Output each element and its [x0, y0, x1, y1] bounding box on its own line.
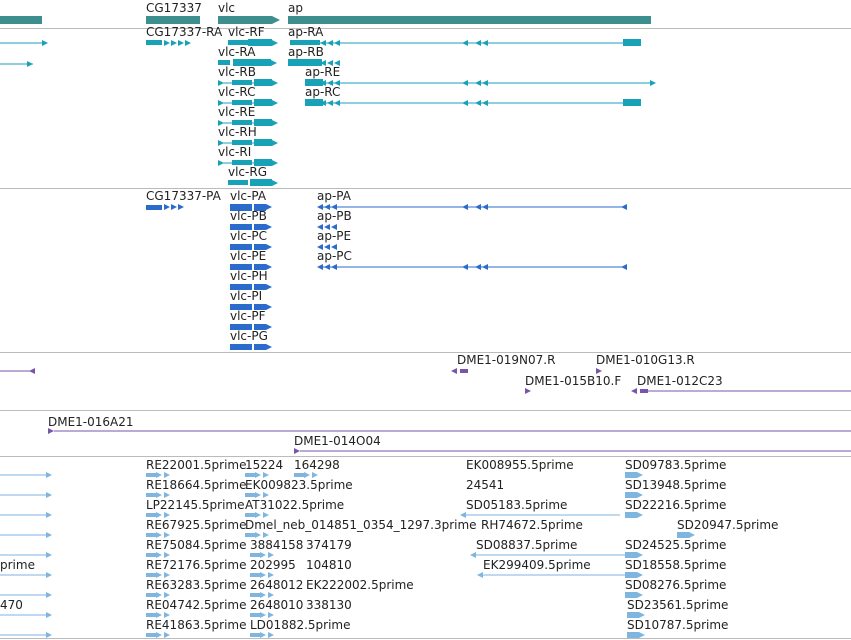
cds-vlc-pe-label[interactable]: vlc-PE: [230, 249, 267, 263]
est-sd13948-label[interactable]: SD13948.5prime: [625, 478, 727, 492]
est-block[interactable]: [245, 493, 255, 497]
clone-bar[interactable]: [460, 369, 468, 373]
est-arrow[interactable]: [637, 512, 643, 518]
track-separator: [0, 456, 851, 457]
est-sd23561-label[interactable]: SD23561.5prime: [627, 598, 729, 612]
tx-vlc-ra-label[interactable]: vlc-RA: [218, 45, 256, 59]
est-re72176-label[interactable]: RE72176.5prime: [146, 558, 247, 572]
gene-ap-label[interactable]: ap: [288, 1, 303, 15]
transcript-arrow[interactable]: [462, 80, 468, 86]
est-sd20947-label[interactable]: SD20947.5prime: [677, 518, 779, 532]
cds-arrow[interactable]: [475, 264, 481, 270]
est-re41863-label[interactable]: RE41863.5prime: [146, 618, 247, 632]
est-block[interactable]: [146, 573, 156, 577]
est-arrow[interactable]: [477, 572, 483, 578]
transcript-arrow[interactable]: [178, 40, 184, 46]
cds-arrow[interactable]: [266, 304, 272, 310]
exon[interactable]: [254, 139, 272, 146]
track-separator: [0, 352, 851, 353]
cds-arrow[interactable]: [621, 204, 627, 210]
clone-010g13-label[interactable]: DME1-010G13.R: [596, 353, 695, 367]
tx-ap-re-label[interactable]: ap-RE: [305, 65, 341, 79]
est-sd08837-label[interactable]: SD08837.5prime: [476, 538, 578, 552]
est-arrow[interactable]: [46, 592, 52, 598]
est-ek222002-label[interactable]: EK222002.5prime: [306, 578, 414, 592]
track-separator: [0, 28, 851, 29]
cds-vlc-pi-label[interactable]: vlc-PI: [230, 289, 263, 303]
est-block[interactable]: [625, 512, 637, 518]
est-re04742-label[interactable]: RE04742.5prime: [146, 598, 247, 612]
tx-ap-ra-label[interactable]: ap-RA: [288, 25, 324, 39]
cds-ap-pa-label[interactable]: ap-PA: [317, 189, 351, 203]
gene-bar[interactable]: [0, 16, 42, 24]
transcript-arrow[interactable]: [482, 80, 488, 86]
est-2648012-label[interactable]: 2648012: [250, 578, 304, 592]
est-at31022-label[interactable]: AT31022.5prime: [245, 498, 345, 512]
est-202995-label[interactable]: 202995: [250, 558, 296, 572]
est-ek009823-label[interactable]: EK009823.5prime: [245, 478, 353, 492]
est-sd24525-label[interactable]: SD24525.5prime: [625, 538, 727, 552]
est-sd10787-label[interactable]: SD10787.5prime: [627, 618, 729, 632]
tx-vlc-rc-label[interactable]: vlc-RC: [218, 85, 256, 99]
transcript-arrow[interactable]: [475, 80, 481, 86]
tx-vlc-re-label[interactable]: vlc-RE: [218, 105, 256, 119]
est-ek008955-label[interactable]: EK008955.5prime: [466, 458, 574, 472]
cds-ap-pe-label[interactable]: ap-PE: [317, 229, 352, 243]
transcript-arrow[interactable]: [271, 60, 277, 66]
cds-arrow[interactable]: [462, 204, 468, 210]
est-block[interactable]: [146, 493, 156, 497]
clone-arrow[interactable]: [631, 388, 637, 394]
transcript-arrow[interactable]: [27, 61, 33, 67]
est-arrow[interactable]: [46, 512, 52, 518]
cds-arrow[interactable]: [266, 244, 272, 250]
est-lp22145-label[interactable]: LP22145.5prime: [146, 498, 245, 512]
clone-arrow[interactable]: [294, 448, 300, 454]
est-block[interactable]: [245, 513, 255, 517]
est-prime-cut-label[interactable]: prime: [0, 558, 35, 572]
gene-bar[interactable]: [288, 16, 651, 24]
cds-ap-pc-label[interactable]: ap-PC: [317, 249, 352, 263]
cds-vlc-pf-label[interactable]: vlc-PF: [230, 309, 266, 323]
transcript-arrow[interactable]: [272, 140, 278, 146]
est-block[interactable]: [146, 513, 156, 517]
est-arrow[interactable]: [46, 492, 52, 498]
exon[interactable]: [254, 99, 272, 106]
est-sd18558-label[interactable]: SD18558.5prime: [625, 558, 727, 572]
est-15224-label[interactable]: 15224: [245, 458, 284, 472]
exon[interactable]: [254, 79, 272, 86]
est-3884158-label[interactable]: 3884158: [250, 538, 304, 552]
est-sd22216-label[interactable]: SD22216.5prime: [625, 498, 727, 512]
est-block[interactable]: [146, 533, 156, 537]
exon[interactable]: [623, 99, 641, 106]
gene-cg17337-label[interactable]: CG17337: [146, 1, 202, 15]
transcript-arrow[interactable]: [482, 100, 488, 106]
tx-cg17337-ra-label[interactable]: CG17337-RA: [146, 25, 223, 39]
cds-arrow[interactable]: [266, 344, 272, 350]
cds-arrow[interactable]: [164, 204, 170, 210]
cds-vlc-pg-label[interactable]: vlc-PG: [230, 329, 268, 343]
exon[interactable]: [250, 179, 272, 186]
est-arrow[interactable]: [46, 552, 52, 558]
est-block[interactable]: [146, 553, 156, 557]
exon[interactable]: [623, 39, 641, 46]
cds-arrow[interactable]: [621, 264, 627, 270]
transcript-arrow[interactable]: [272, 100, 278, 106]
clone-015b10-label[interactable]: DME1-015B10.F: [525, 374, 622, 388]
cds-block[interactable]: [230, 344, 252, 350]
est-arrow[interactable]: [46, 572, 52, 578]
est-block[interactable]: [250, 593, 260, 597]
cds-arrow[interactable]: [178, 204, 184, 210]
track-separator: [0, 638, 851, 639]
est-block[interactable]: [245, 533, 255, 537]
transcript-arrow[interactable]: [272, 80, 278, 86]
transcript-arrow[interactable]: [272, 120, 278, 126]
est-block[interactable]: [146, 473, 156, 477]
clone-016a21-label[interactable]: DME1-016A21: [48, 415, 134, 429]
est-re75084-label[interactable]: RE75084.5prime: [146, 538, 247, 552]
clone-012c23-label[interactable]: DME1-012C23: [637, 374, 723, 388]
tx-ap-rc-label[interactable]: ap-RC: [305, 85, 341, 99]
est-374179-label[interactable]: 374179: [306, 538, 352, 552]
cds-arrow[interactable]: [171, 204, 177, 210]
est-dmel-neb-label[interactable]: Dmel_neb_014851_0354_1297.3prime: [245, 518, 477, 532]
cds-vlc-pc-label[interactable]: vlc-PC: [230, 229, 267, 243]
est-block[interactable]: [146, 593, 156, 597]
transcript-arrow[interactable]: [272, 160, 278, 166]
cds-cg17337-pa-label[interactable]: CG17337-PA: [146, 189, 221, 203]
est-arrow[interactable]: [46, 532, 52, 538]
est-re63283-label[interactable]: RE63283.5prime: [146, 578, 247, 592]
est-164298-label[interactable]: 164298: [294, 458, 340, 472]
est-re18664-label[interactable]: RE18664.5prime: [146, 478, 247, 492]
tx-vlc-rf-label[interactable]: vlc-RF: [228, 25, 265, 39]
transcript-arrow[interactable]: [185, 40, 191, 46]
cds-ap-pb-label[interactable]: ap-PB: [317, 209, 352, 223]
cds-block[interactable]: [146, 205, 162, 210]
transcript-arrow[interactable]: [462, 100, 468, 106]
cds-vlc-pb-label[interactable]: vlc-PB: [230, 209, 267, 223]
est-block[interactable]: [250, 613, 260, 617]
est-arrow[interactable]: [46, 612, 52, 618]
transcript-arrow[interactable]: [272, 180, 278, 186]
clone-arrow[interactable]: [525, 388, 531, 394]
transcript-arrow[interactable]: [482, 40, 488, 46]
est-block[interactable]: [245, 473, 255, 477]
est-2648010-label[interactable]: 2648010: [250, 598, 304, 612]
est-104810-label[interactable]: 104810: [306, 558, 352, 572]
gene-bar[interactable]: [146, 16, 200, 24]
cds-arrow[interactable]: [266, 204, 272, 210]
cds-arrow[interactable]: [482, 264, 488, 270]
cds-arrow[interactable]: [482, 204, 488, 210]
est-block[interactable]: [250, 553, 260, 557]
est-sd05183-label[interactable]: SD05183.5prime: [466, 498, 568, 512]
exon[interactable]: [146, 40, 162, 45]
transcript-arrow[interactable]: [171, 40, 177, 46]
transcript-arrow[interactable]: [164, 40, 170, 46]
est-338130-label[interactable]: 338130: [306, 598, 352, 612]
est-arrow[interactable]: [46, 472, 52, 478]
transcript-arrow[interactable]: [475, 40, 481, 46]
cds-arrow[interactable]: [266, 284, 272, 290]
cds-block[interactable]: [254, 344, 266, 350]
est-block[interactable]: [250, 633, 260, 637]
clone-arrow[interactable]: [29, 368, 35, 374]
cds-arrow[interactable]: [475, 204, 481, 210]
clone-014o04-label[interactable]: DME1-014O04: [294, 434, 381, 448]
est-re22001-label[interactable]: RE22001.5prime: [146, 458, 247, 472]
transcript-arrow[interactable]: [42, 40, 48, 46]
transcript-arrow[interactable]: [650, 80, 656, 86]
exon[interactable]: [228, 180, 248, 185]
transcript-arrow[interactable]: [272, 40, 278, 46]
gene-bar[interactable]: [272, 16, 280, 24]
track-separator: [0, 188, 851, 189]
tx-ap-rb-label[interactable]: ap-RB: [288, 45, 324, 59]
tx-vlc-rb-label[interactable]: vlc-RB: [218, 65, 256, 79]
clone-arrow[interactable]: [451, 368, 457, 374]
gene-vlc-label[interactable]: vlc: [218, 1, 236, 15]
cds-vlc-pa-label[interactable]: vlc-PA: [230, 189, 267, 203]
est-24541-label[interactable]: 24541: [466, 478, 505, 492]
est-sd09783-label[interactable]: SD09783.5prime: [625, 458, 727, 472]
transcript-arrow[interactable]: [475, 100, 481, 106]
tx-vlc-ri-label[interactable]: vlc-RI: [218, 145, 252, 159]
est-ld01882-label[interactable]: LD01882.5prime: [250, 618, 351, 632]
est-block[interactable]: [146, 633, 156, 637]
cds-arrow[interactable]: [462, 264, 468, 270]
est-470-cut-label[interactable]: 470: [0, 598, 23, 612]
track-separator: [0, 410, 851, 411]
est-sd08276-label[interactable]: SD08276.5prime: [625, 578, 727, 592]
est-arrow[interactable]: [470, 552, 476, 558]
est-re67925-label[interactable]: RE67925.5prime: [146, 518, 247, 532]
est-block[interactable]: [294, 473, 304, 477]
tx-vlc-rh-label[interactable]: vlc-RH: [218, 125, 257, 139]
tx-vlc-rg-label[interactable]: vlc-RG: [228, 165, 267, 179]
clone-019n07-label[interactable]: DME1-019N07.R: [457, 353, 556, 367]
transcript-arrow[interactable]: [462, 40, 468, 46]
est-block[interactable]: [250, 573, 260, 577]
est-ek299409-label[interactable]: EK299409.5prime: [483, 558, 591, 572]
gene-bar[interactable]: [218, 16, 272, 24]
est-rh74672-label[interactable]: RH74672.5prime: [481, 518, 583, 532]
est-block[interactable]: [146, 613, 156, 617]
cds-vlc-ph-label[interactable]: vlc-PH: [230, 269, 268, 283]
